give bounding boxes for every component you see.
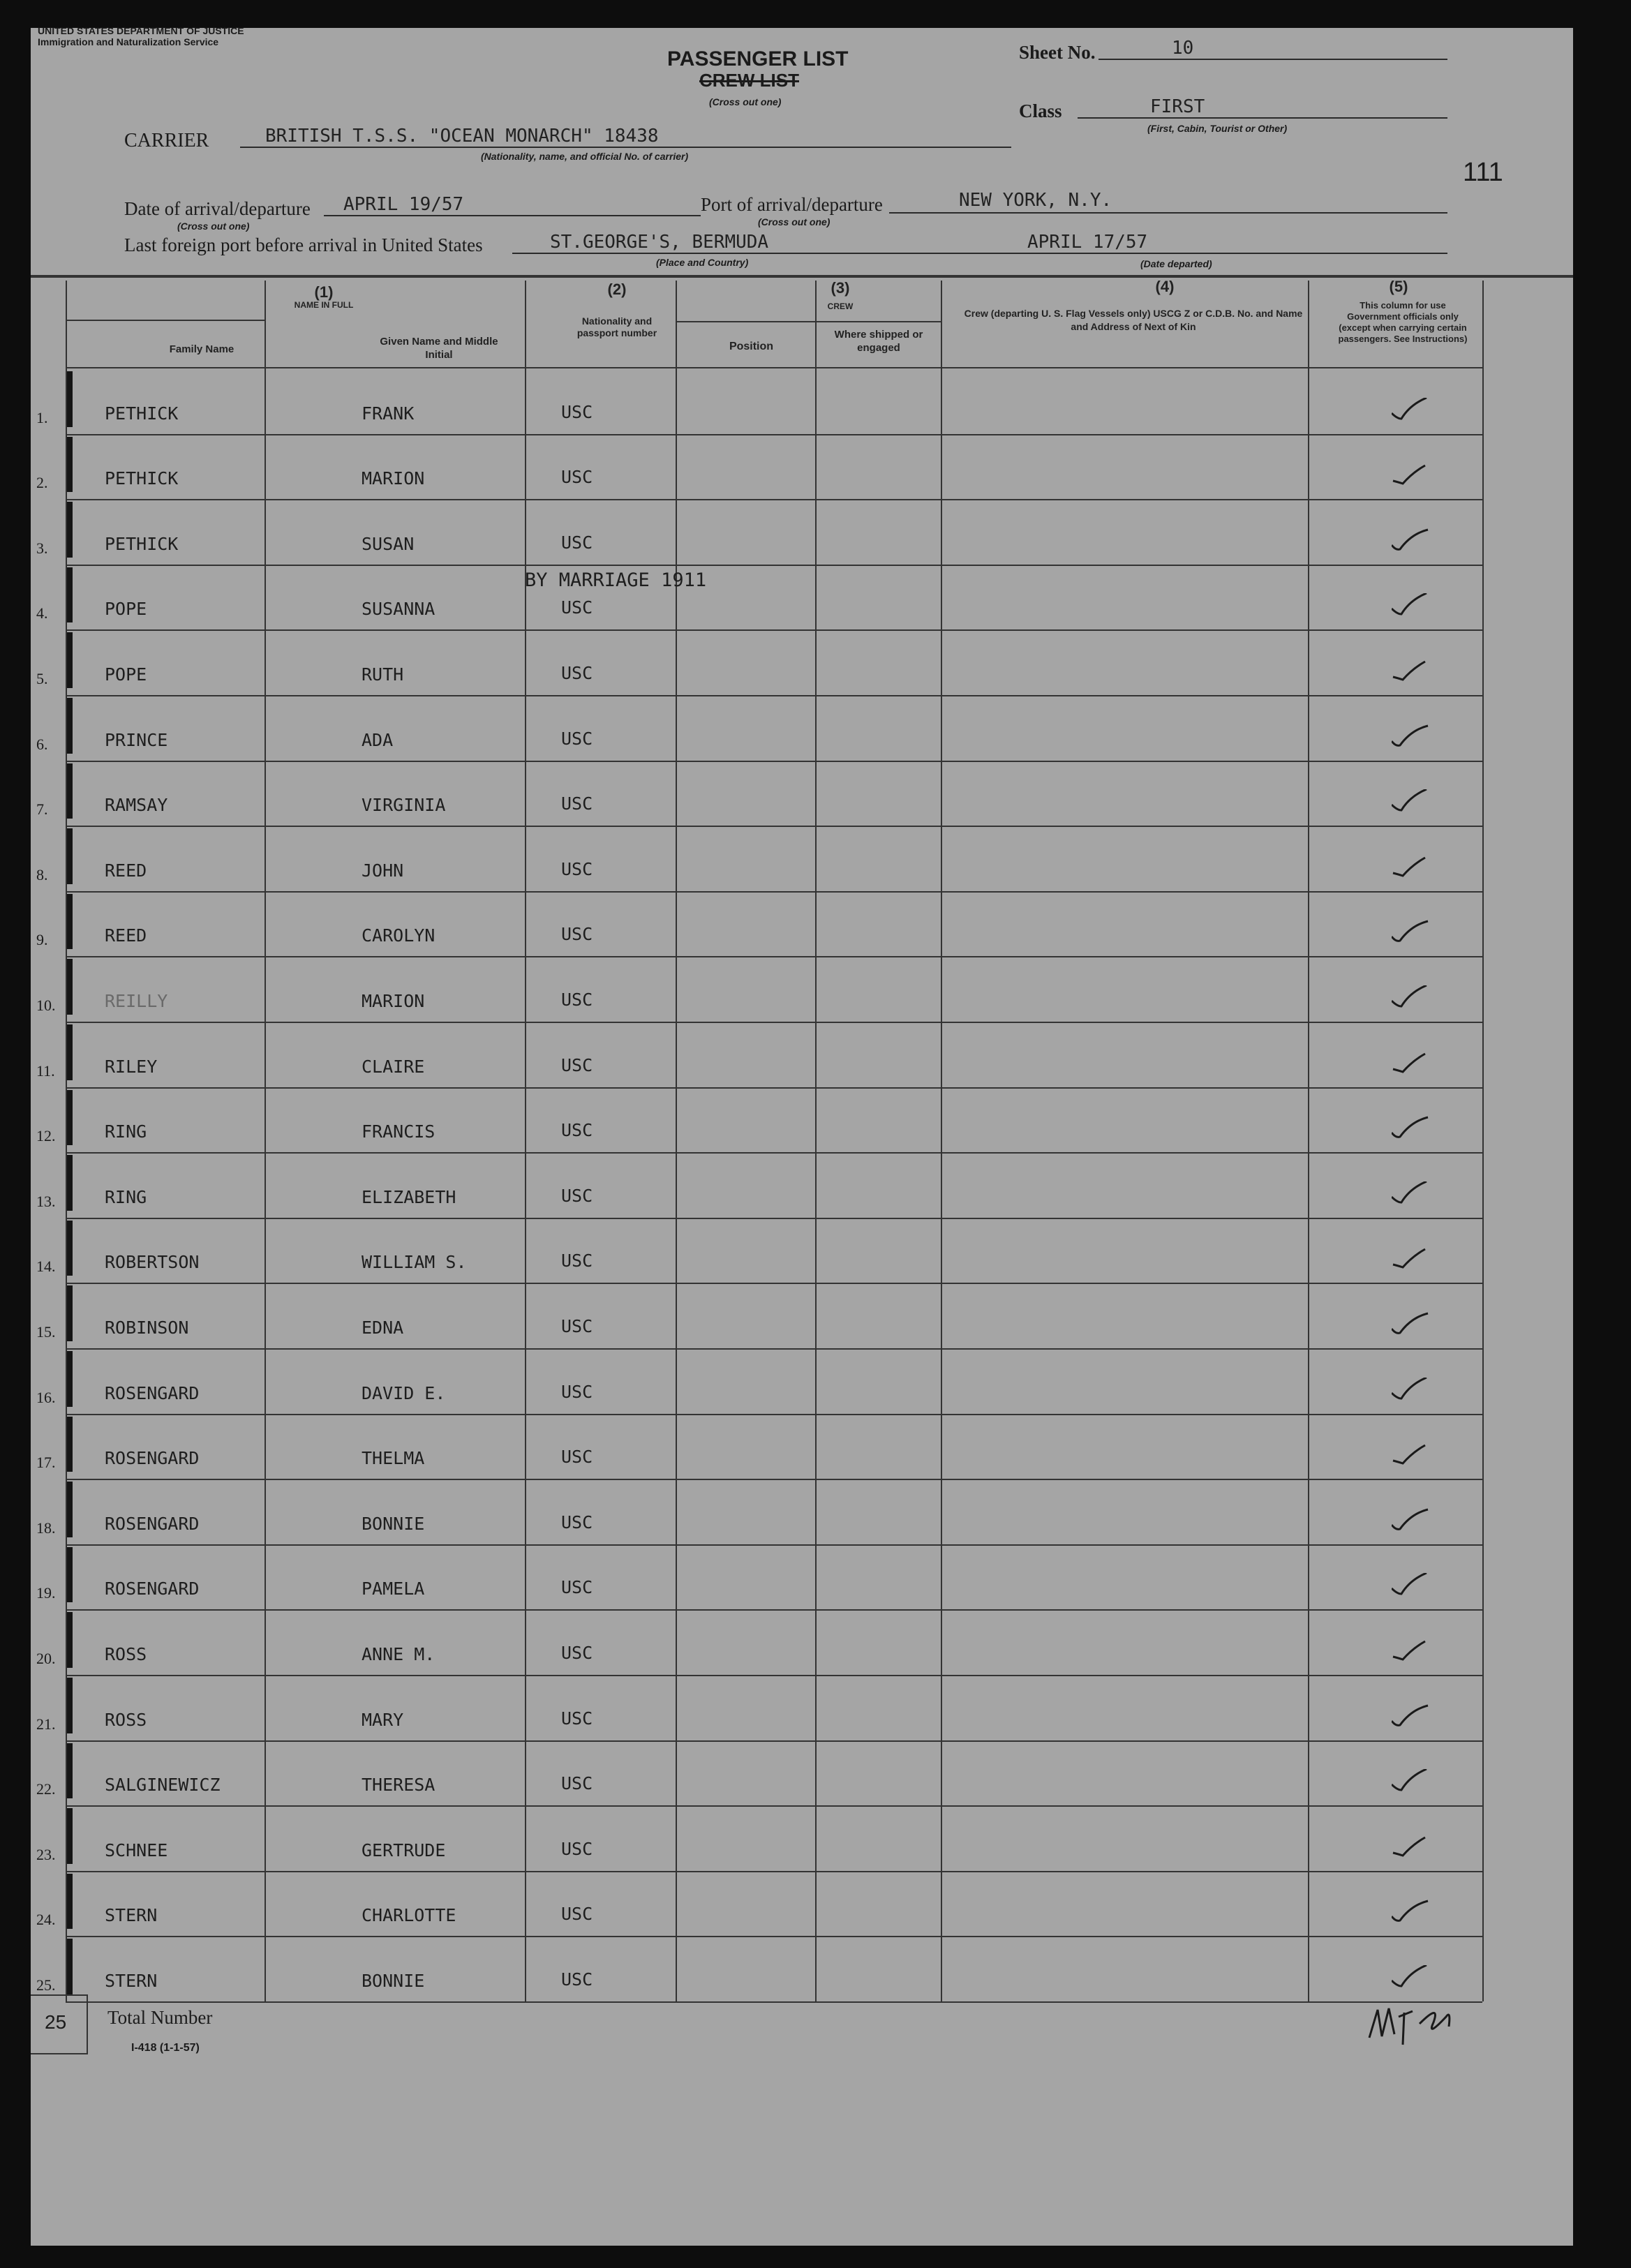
- family-name: ROSS: [105, 1644, 147, 1664]
- nationality: USC: [561, 1643, 593, 1663]
- nationality: USC: [561, 924, 593, 945]
- nationality: USC: [561, 532, 593, 553]
- row-marker: [67, 1939, 73, 1994]
- port-note: (Cross out one): [758, 216, 831, 227]
- table-row-divider: [66, 826, 1482, 827]
- check-mark-icon: [1392, 920, 1433, 948]
- table-row-divider: [66, 1740, 1482, 1742]
- place-note: (Place and Country): [656, 257, 749, 268]
- carrier-label: CARRIER: [124, 130, 209, 151]
- check-mark-icon: [1392, 1704, 1433, 1732]
- check-mark-icon: [1392, 1835, 1433, 1863]
- nationality: USC: [561, 1447, 593, 1468]
- nationality: USC: [561, 858, 593, 879]
- nationality: USC: [561, 1316, 593, 1336]
- passenger-list-form: [31, 25, 1573, 2246]
- page-number: 111: [1463, 158, 1503, 187]
- row-number: 23.: [36, 1845, 56, 1863]
- cross-out-note: (Cross out one): [709, 96, 782, 107]
- check-mark-icon: [1392, 724, 1433, 752]
- date-departed-value: APRIL 17/57: [1027, 232, 1148, 253]
- row-marker: [67, 567, 73, 623]
- family-name: STERN: [105, 1905, 158, 1926]
- table-row-divider: [66, 1544, 1482, 1546]
- nationality: USC: [561, 597, 593, 618]
- row-number: 16.: [36, 1388, 56, 1406]
- row-number: 13.: [36, 1192, 56, 1210]
- family-name: ROSENGARD: [105, 1448, 200, 1469]
- row-marker: [67, 1285, 73, 1341]
- given-name: ANNE M.: [362, 1644, 435, 1664]
- check-mark-icon: [1392, 985, 1433, 1013]
- family-name: PETHICK: [105, 468, 179, 489]
- last-port-label: Last foreign port before arrival in United States: [124, 234, 483, 255]
- row-number: 5.: [36, 670, 48, 687]
- given-name: CLAIRE: [362, 1056, 425, 1077]
- row-number: 7.: [36, 800, 48, 819]
- check-mark-icon: [1392, 659, 1433, 687]
- given-name: ELIZABETH: [362, 1186, 456, 1207]
- nationality: USC: [561, 401, 593, 422]
- table-row-divider: [66, 1087, 1482, 1089]
- col5-title: This column for use Government officials only (except when carrying certain passengers. See Instructions): [1338, 300, 1468, 344]
- row-number: 4.: [36, 604, 48, 622]
- row-marker: [67, 1874, 73, 1930]
- form-number: I-418 (1-1-57): [131, 2042, 200, 2054]
- row-marker: [67, 698, 73, 754]
- family-name: SALGINEWICZ: [105, 1775, 221, 1796]
- family-name: REED: [105, 860, 147, 881]
- nationality: USC: [561, 1381, 593, 1402]
- col3-where-header: Where shipped or engaged: [834, 329, 923, 354]
- table-row-divider: [66, 1414, 1482, 1415]
- col3-position-header: Position: [729, 341, 774, 352]
- nationality: USC: [561, 1120, 593, 1141]
- family-name: RILEY: [105, 1056, 158, 1077]
- row-number: 9.: [36, 931, 48, 949]
- check-mark-icon: [1392, 1573, 1433, 1601]
- col1-family-header: Family Name: [169, 343, 234, 355]
- given-name: PAMELA: [362, 1579, 425, 1599]
- agency-subtitle: Immigration and Naturalization Service: [38, 36, 219, 47]
- column-divider: [525, 281, 526, 2001]
- given-name: RUTH: [362, 664, 404, 685]
- last-port-value: ST.GEORGE'S, BERMUDA: [550, 232, 769, 253]
- table-row-divider: [66, 434, 1482, 435]
- col2-title: Nationality and passport number: [576, 315, 657, 338]
- table-row-divider: [66, 1152, 1482, 1154]
- row-marker: [67, 1808, 73, 1864]
- form-title: PASSENGER LIST: [667, 47, 849, 70]
- given-name: FRANCIS: [362, 1121, 435, 1142]
- given-name: BONNIE: [362, 1971, 425, 1991]
- family-name: PETHICK: [105, 403, 179, 424]
- row-number: 14.: [36, 1258, 56, 1276]
- header-divider: [66, 320, 265, 321]
- row-marker: [67, 1678, 73, 1733]
- family-name: RING: [105, 1186, 147, 1207]
- given-name: WILLIAM S.: [362, 1252, 467, 1273]
- family-name: POPE: [105, 599, 147, 620]
- row-number: 6.: [36, 735, 48, 753]
- table-row-divider: [66, 1348, 1482, 1350]
- nationality: USC: [561, 663, 593, 683]
- given-name: CHARLOTTE: [362, 1905, 456, 1926]
- family-name: STERN: [105, 1971, 158, 1991]
- family-name: ROBINSON: [105, 1318, 189, 1338]
- check-mark-icon: [1392, 1116, 1433, 1144]
- row-number: 15.: [36, 1323, 56, 1341]
- header-divider: [676, 321, 941, 322]
- check-mark-icon: [1392, 1246, 1433, 1274]
- arrival-note: (Cross out one): [177, 221, 250, 232]
- nationality: USC: [561, 1708, 593, 1729]
- class-label: Class: [1019, 100, 1062, 121]
- row-number: 20.: [36, 1650, 56, 1667]
- given-name: VIRGINIA: [362, 795, 446, 816]
- row-number: 22.: [36, 1780, 56, 1798]
- row-marker: [67, 959, 73, 1015]
- family-name: POPE: [105, 664, 147, 685]
- family-name: ROSENGARD: [105, 1382, 200, 1403]
- table-row-divider: [66, 1218, 1482, 1219]
- table-row-divider: [66, 1871, 1482, 1872]
- row-number: 18.: [36, 1519, 56, 1537]
- table-row-divider: [66, 629, 1482, 631]
- nationality: USC: [561, 1512, 593, 1532]
- check-mark-icon: [1392, 1051, 1433, 1079]
- table-row-divider: [66, 1675, 1482, 1676]
- given-name: DAVID E.: [362, 1382, 446, 1403]
- row-marker: [67, 894, 73, 950]
- nationality: USC: [561, 467, 593, 488]
- given-name: JOHN: [362, 860, 404, 881]
- check-mark-icon: [1392, 1900, 1433, 1927]
- table-row-divider: [66, 1936, 1482, 1937]
- arrival-value: APRIL 19/57: [343, 194, 464, 215]
- table-row-divider: [66, 1022, 1482, 1023]
- row-marker: [67, 1612, 73, 1668]
- header-divider: [66, 367, 1482, 368]
- column-divider: [1308, 281, 1309, 2001]
- row-number: 21.: [36, 1715, 56, 1733]
- table-row-divider: [66, 2001, 1482, 2003]
- table-row-divider: [66, 1479, 1482, 1480]
- family-name: ROSENGARD: [105, 1513, 200, 1534]
- nationality: USC: [561, 793, 593, 814]
- row-marker: [67, 1482, 73, 1537]
- row-number: 12.: [36, 1127, 56, 1145]
- family-name: REILLY: [105, 991, 168, 1011]
- check-mark-icon: [1392, 855, 1433, 883]
- row-number: 11.: [36, 1061, 55, 1080]
- row-number: 24.: [36, 1911, 56, 1929]
- table-row-divider: [66, 695, 1482, 696]
- carrier-value: BRITISH T.S.S. "OCEAN MONARCH" 18438: [265, 126, 659, 147]
- given-name: MARION: [362, 468, 425, 489]
- check-mark-icon: [1392, 463, 1433, 491]
- col3-number: (3): [831, 279, 850, 297]
- family-name: SCHNEE: [105, 1840, 168, 1860]
- carrier-note: (Nationality, name, and official No. of carrier): [481, 151, 689, 162]
- nationality: USC: [561, 1054, 593, 1075]
- family-name: ROSS: [105, 1709, 147, 1730]
- row-marker: [67, 1024, 73, 1080]
- col1-given-header: Given Name and Middle Initial: [380, 336, 498, 361]
- check-mark-icon: [1392, 1769, 1433, 1797]
- given-name: MARION: [362, 991, 425, 1011]
- check-mark-icon: [1392, 789, 1433, 817]
- column-divider: [815, 281, 817, 2001]
- row-marker: [67, 1743, 73, 1799]
- given-name: ADA: [362, 729, 394, 750]
- row-marker: [67, 437, 73, 493]
- given-name: GERTRUDE: [362, 1840, 446, 1860]
- row-marker: [67, 371, 73, 427]
- sheet-label: Sheet No.: [1019, 42, 1096, 63]
- check-mark-icon: [1392, 398, 1433, 426]
- row-marker: [67, 1221, 73, 1276]
- col1-title: NAME IN FULL: [294, 300, 354, 310]
- row-number: 2.: [36, 474, 48, 492]
- check-mark-icon: [1392, 1442, 1433, 1470]
- agency-name: UNITED STATES DEPARTMENT OF JUSTICE: [38, 25, 244, 36]
- table-row-divider: [66, 761, 1482, 762]
- row-marker: [67, 1155, 73, 1211]
- given-name: SUSANNA: [362, 599, 435, 620]
- nationality: USC: [561, 1773, 593, 1794]
- row-number: 1.: [36, 408, 48, 426]
- row-marker: [67, 632, 73, 688]
- nationality: USC: [561, 728, 593, 749]
- check-mark-icon: [1392, 593, 1433, 621]
- row-number: 3.: [36, 539, 48, 557]
- nationality: USC: [561, 1969, 593, 1990]
- nationality: USC: [561, 1251, 593, 1271]
- table-row-divider: [66, 1609, 1482, 1611]
- table-row-divider: [66, 1805, 1482, 1807]
- table-row-divider: [66, 956, 1482, 957]
- col4-number: (4): [1155, 278, 1175, 295]
- check-mark-icon: [1392, 1312, 1433, 1340]
- col4-title: Crew (departing U. S. Flag Vessels only) USCG Z or C.D.B. No. and Name and Address of Next of Kin: [964, 308, 1303, 332]
- check-mark-icon: [1392, 1181, 1433, 1209]
- given-name: THERESA: [362, 1775, 435, 1796]
- row-number: 8.: [36, 865, 48, 883]
- given-name: EDNA: [362, 1318, 404, 1338]
- row-marker: [67, 1547, 73, 1603]
- class-note: (First, Cabin, Tourist or Other): [1147, 123, 1288, 134]
- row-number: 10.: [36, 997, 56, 1014]
- sheet-number: 10: [1172, 38, 1194, 59]
- check-mark-icon: [1392, 1508, 1433, 1536]
- column-divider: [676, 281, 677, 2001]
- official-initials: [1364, 1996, 1482, 2052]
- family-name: RAMSAY: [105, 795, 168, 816]
- row-marker: [67, 828, 73, 884]
- table-row-divider: [66, 891, 1482, 893]
- family-name: REED: [105, 925, 147, 946]
- row-number: 19.: [36, 1584, 56, 1602]
- check-mark-icon: [1392, 1378, 1433, 1405]
- check-mark-icon: [1392, 528, 1433, 556]
- total-label: Total Number: [107, 2007, 213, 2028]
- total-count: 25: [45, 2011, 67, 2033]
- check-mark-icon: [1392, 1965, 1433, 1993]
- row-marker: [67, 763, 73, 819]
- column-divider: [941, 281, 942, 2001]
- nationality: USC: [561, 990, 593, 1010]
- port-value: NEW YORK, N.Y.: [959, 190, 1112, 211]
- given-name: SUSAN: [362, 533, 415, 554]
- family-name: RING: [105, 1121, 147, 1142]
- row-number: 17.: [36, 1454, 56, 1472]
- row-marker: [67, 1090, 73, 1146]
- table-row-divider: [66, 1283, 1482, 1284]
- port-label: Port of arrival/departure: [701, 194, 883, 215]
- marriage-note: BY MARRIAGE 1911: [525, 569, 707, 591]
- class-value: FIRST: [1150, 96, 1205, 117]
- family-name: ROSENGARD: [105, 1579, 200, 1599]
- given-name: CAROLYN: [362, 925, 435, 946]
- arrival-label: Date of arrival/departure: [124, 198, 311, 219]
- given-name: MARY: [362, 1709, 404, 1730]
- given-name: THELMA: [362, 1448, 425, 1469]
- column-divider: [1482, 281, 1484, 2001]
- nationality: USC: [561, 1577, 593, 1598]
- column-divider: [265, 281, 266, 2001]
- family-name: ROBERTSON: [105, 1252, 200, 1273]
- nationality: USC: [561, 1904, 593, 1925]
- col3-title: CREW: [827, 301, 854, 311]
- family-name: PRINCE: [105, 729, 168, 750]
- row-marker: [67, 1417, 73, 1472]
- nationality: USC: [561, 1185, 593, 1206]
- row-marker: [67, 502, 73, 558]
- nationality: USC: [561, 1838, 593, 1859]
- check-mark-icon: [1392, 1639, 1433, 1666]
- table-row-divider: [66, 499, 1482, 500]
- family-name: PETHICK: [105, 533, 179, 554]
- date-departed-note: (Date departed): [1140, 258, 1212, 269]
- col1-number: (1): [314, 283, 334, 301]
- col2-number: (2): [607, 281, 627, 298]
- given-name: BONNIE: [362, 1513, 425, 1534]
- form-title-struck: CREW LIST: [699, 70, 799, 91]
- col5-number: (5): [1389, 278, 1408, 295]
- table-row-divider: [66, 565, 1482, 566]
- row-number: 25.: [36, 1976, 56, 1994]
- given-name: FRANK: [362, 403, 415, 424]
- row-marker: [67, 1351, 73, 1407]
